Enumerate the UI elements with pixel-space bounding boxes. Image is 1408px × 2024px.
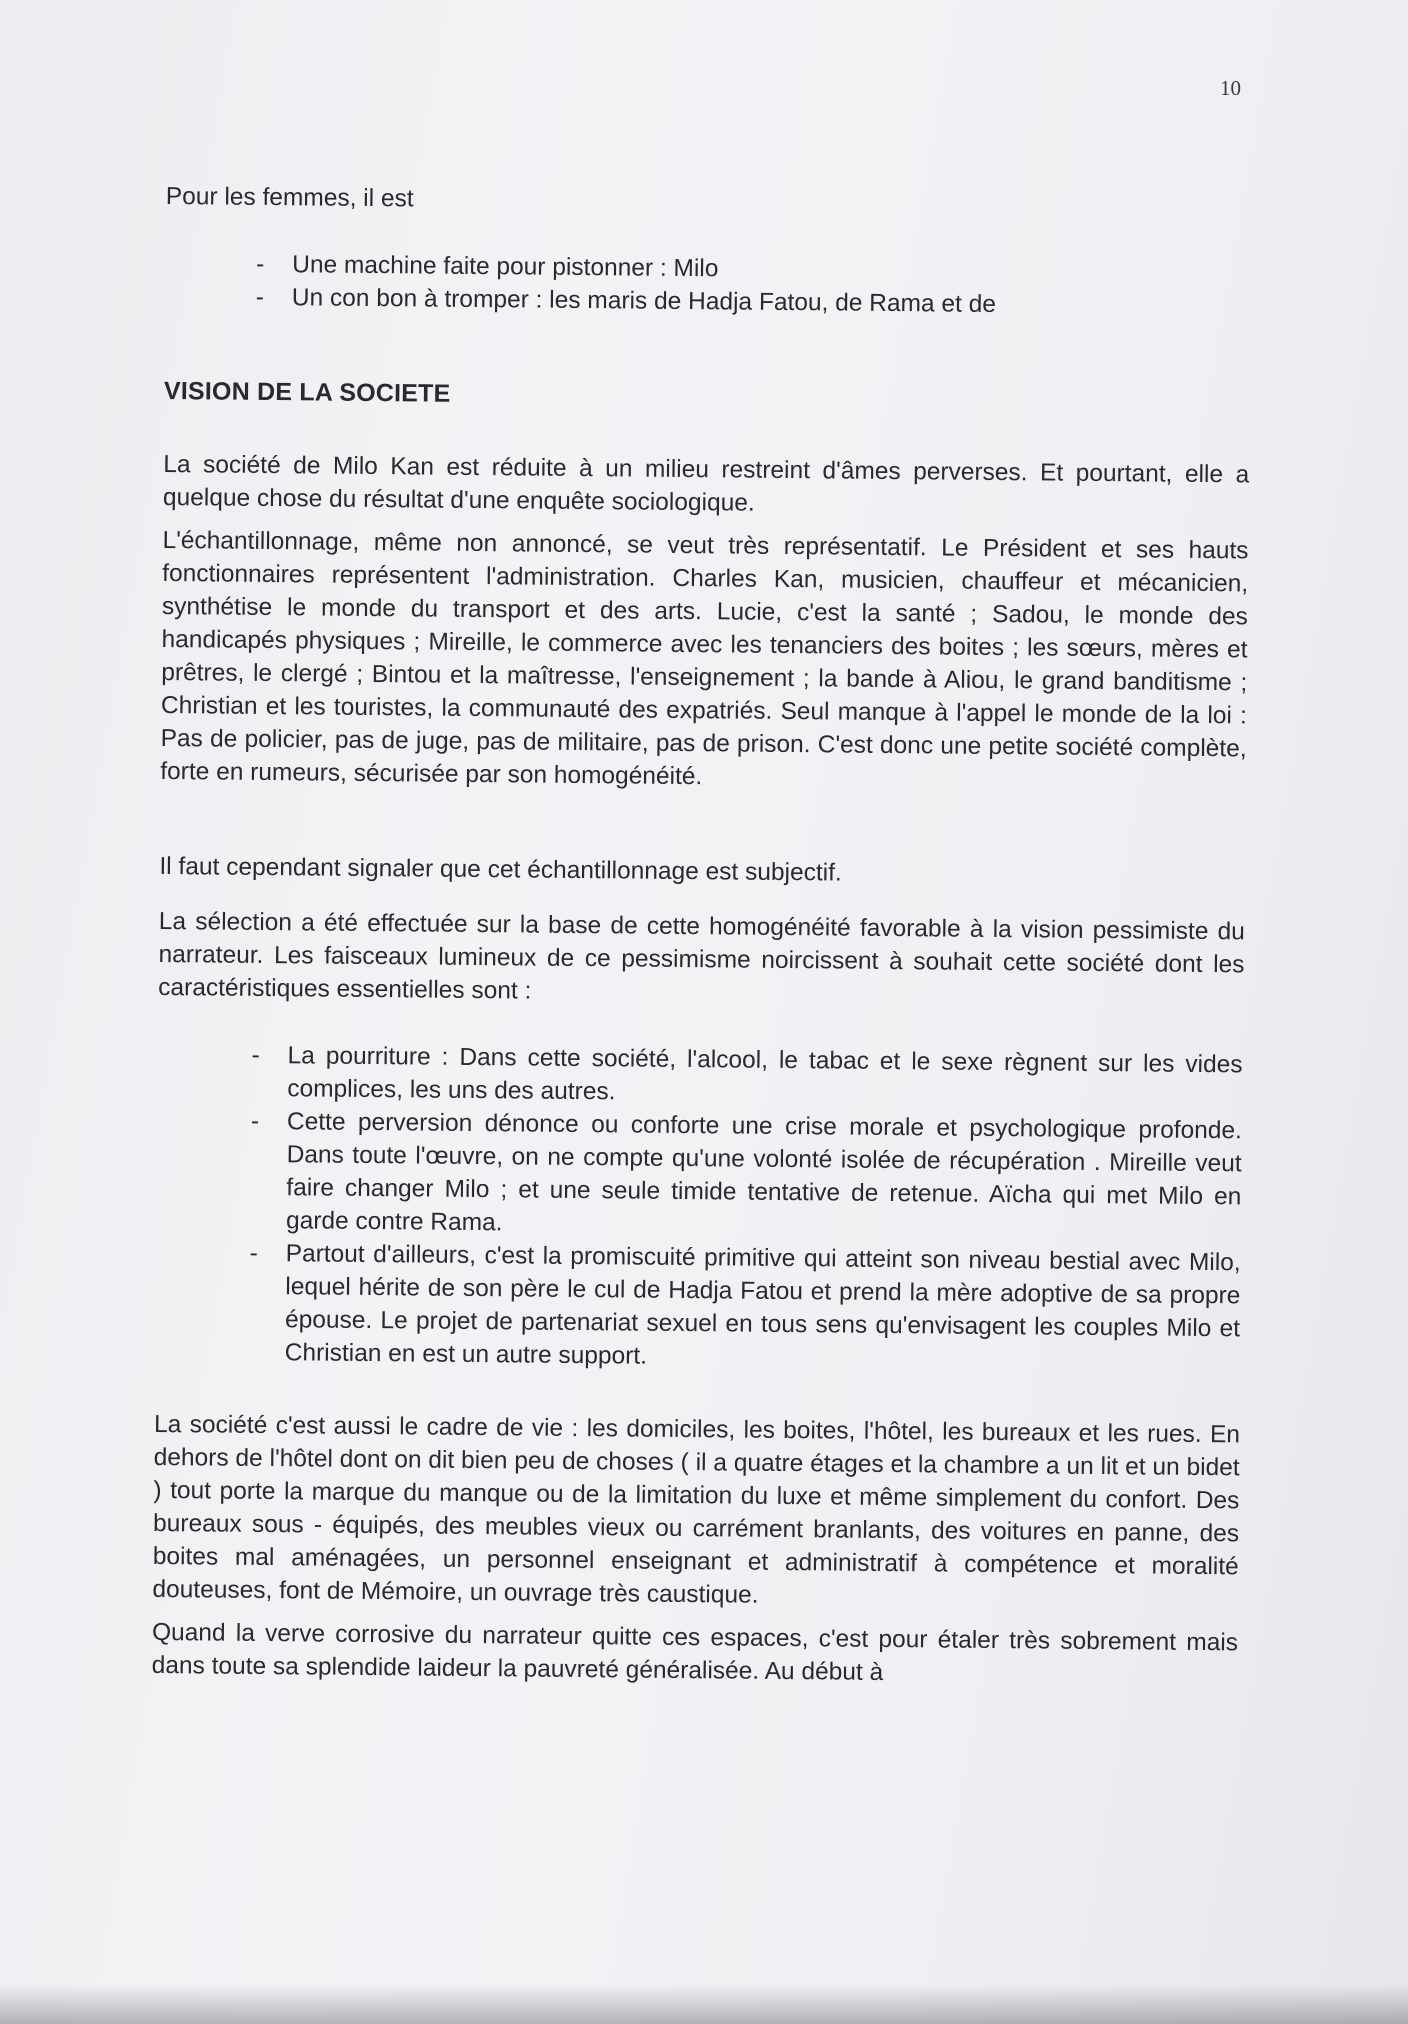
bullet-dash: - [256,250,265,278]
bullet-dash: - [251,1041,260,1069]
paragraph-5: La société c'est aussi le cadre de vie : les domiciles, les boites, l'hôtel, les bureaux et les rues. En dehors de l'hôtel dont on dit bien peu de choses ( il a quatre étages et la chambre a un lit et un bidet ) tout porte la marque du manque ou de la limitation du luxe et même simplement du confort. Des bureaux sous - équipés, des meubles vieux ou carrément branlants, des voitures en panne, des boites mal aménagées, un personnel enseignant et administratif à compétence et moralité douteuses, font de Mémoire, un ouvrage très caustique. [152,1410,1241,1609]
paragraph-4: La sélection a été effectuée sur la base de cette homogénéité favorable à la vision pessimiste du narrateur. Les faisceaux lumineux de ce pessimisme noircissent à souhait cette société dont les caractéristiques essentielles sont : [158,907,1245,1005]
paragraph-1: La société de Milo Kan est réduite à un milieu restreint d'âmes perverses. Et pourtant, elle a quelque chose du résultat d'une enquête sociologique. [162,450,1250,517]
section-title: VISION DE LA SOCIETE [163,376,451,408]
list-item-text: Cette perversion dénonce ou conforte une crise morale et psychologique profonde. Dans toute l'œuvre, on ne compte qu'une volonté isolée de récupération . Mireille veut faire changer Milo ; et une seule timide tentative de retenue. Aïcha qui met Milo en garde contre Rama. [285,1108,1243,1237]
paragraph-3: Il faut cependant signaler que cet échantillonnage est subjectif. [159,852,842,887]
list-item-text: La pourriture : Dans cette société, l'alcool, le tabac et le sexe règnent sur les vides complices, les uns des autres. [287,1042,1243,1106]
bullet-dash: - [249,1239,259,1267]
page-number: 10 [1220,76,1241,100]
page-body [152,180,1252,1692]
list-item [249,1237,1241,1378]
women-list [255,248,1252,323]
characteristics-list [249,1039,1243,1378]
page-bottom-shadow [0,1984,1408,2024]
list-item-text: Une machine faite pour pistonner : Milo [292,251,719,283]
bullet-dash: - [255,283,265,311]
paragraph-6: Quand la verve corrosive du narrateur quitte ces espaces, c'est pour étaler très sobrement mais dans toute sa splendide laideur la pauvreté généralisée. Au début à [151,1618,1239,1686]
bullet-dash: - [250,1107,260,1135]
intro-line: Pour les femmes, il est [165,182,414,213]
list-item-text: Un con bon à tromper : les maris de Hadja Fatou, de Rama et de [291,284,997,318]
list-item [250,1105,1243,1246]
list-item-text: Partout d'ailleurs, c'est la promiscuité primitive qui atteint son niveau bestial avec Milo, lequel hérite de son père le cul de Hadja Fatou et prend la mère adoptive de sa propre épouse. Le projet de partenariat sexuel en tous sens qu'envisagent les couples Milo et Christian en est un autre support. [284,1240,1241,1370]
list-item [251,1039,1243,1114]
paragraph-2: L'échantillonnage, même non annoncé, se veut très représentatif. Le Président et ses hauts fonctionnaires représentent l'administration. Charles Kan, musicien, chauffeur et mécanicien, synthétise le monde du transport et des arts. Lucie, c'est la santé ; Sadou, le monde des handicapés physiques ; Mireille, le commerce avec les tenanciers des boites ; les sœurs, mères et prêtres, le clergé ; Bintou et la maîtresse, l'enseignement ; la bande à Aliou, le grand banditisme ; Christian et les touristes, la communauté des expatriés. Seul manque à l'appel le monde de la loi : Pas de policier, pas de juge, pas de militaire, pas de prison. C'est donc une petite société complète, forte en rumeurs, sécurisée par son homogénéité. [160,526,1249,791]
